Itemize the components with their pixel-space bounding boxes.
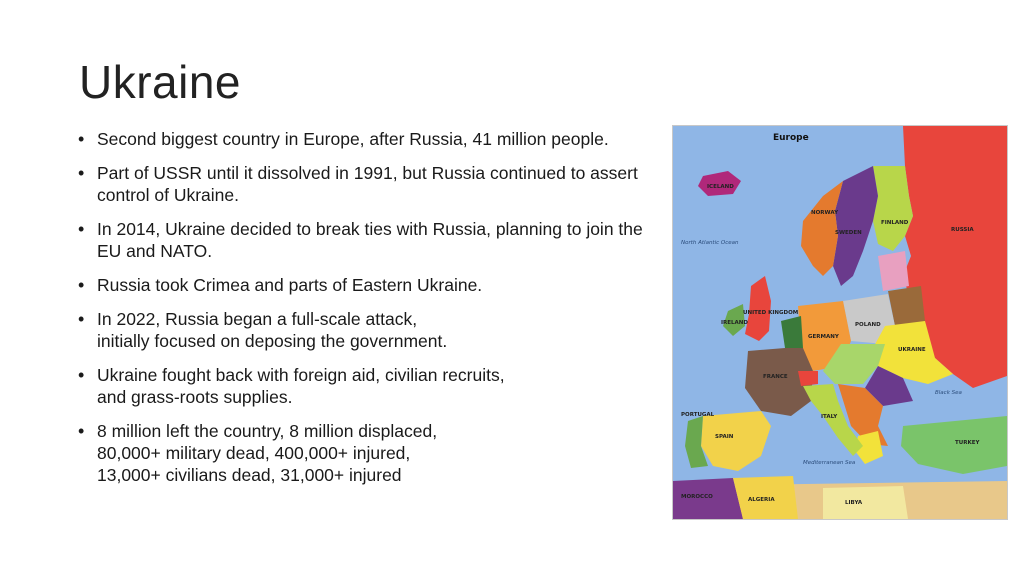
label-mediterranean: Mediterranean Sea [803, 460, 856, 466]
label-poland: POLAND [855, 322, 881, 328]
label-russia: RUSSIA [951, 227, 974, 233]
libya-region [823, 486, 908, 519]
bullet-item: • In 2014, Ukraine decided to break ties with Russia, planning to join the EU and NATO. [78, 218, 658, 262]
label-finland: FINLAND [881, 220, 909, 226]
label-iceland: ICELAND [707, 184, 734, 190]
bullet-list [78, 128, 658, 498]
label-france: FRANCE [763, 374, 788, 380]
label-morocco: MOROCCO [681, 494, 713, 500]
label-ireland: IRELAND [721, 320, 748, 326]
bullet-item: • Second biggest country in Europe, after Russia, 41 million people. [78, 128, 658, 150]
label-black-sea: Black Sea [935, 390, 962, 396]
europe-map-svg [673, 126, 1007, 519]
label-germany: GERMANY [808, 334, 839, 340]
label-turkey: TURKEY [955, 440, 980, 446]
label-ukraine: UKRAINE [898, 347, 926, 353]
slide-title: Ukraine [79, 56, 242, 108]
bullet-item: • Russia took Crimea and parts of Eastern Ukraine. [78, 274, 658, 296]
europe-map-image [672, 125, 1008, 520]
label-algeria: ALGERIA [748, 497, 775, 503]
bullet-item: • In 2022, Russia began a full-scale attack, initially focused on deposing the government. [78, 308, 658, 352]
label-portugal: PORTUGAL [681, 412, 715, 418]
label-atlantic: North Atlantic Ocean [681, 240, 739, 246]
map-title: Europe [773, 133, 809, 143]
label-uk: UNITED KINGDOM [743, 310, 799, 316]
label-spain: SPAIN [715, 434, 734, 440]
bullet-item: • Ukraine fought back with foreign aid, civilian recruits, and grass-roots supplies. [78, 364, 658, 408]
baltic-region [878, 251, 909, 291]
bullet-item: • 8 million left the country, 8 million displaced, 80,000+ military dead, 400,000+ injured, 13,000+ civilians dead, 31,000+ injured [78, 420, 658, 486]
label-italy: ITALY [821, 414, 838, 420]
label-norway: NORWAY [811, 210, 839, 216]
switzerland-region [798, 371, 818, 386]
label-libya: LIBYA [845, 500, 863, 506]
benelux-region [781, 316, 803, 348]
bullet-item: • Part of USSR until it dissolved in 1991, but Russia continued to assert control of Ukraine. [78, 162, 658, 206]
label-sweden: SWEDEN [835, 230, 862, 236]
